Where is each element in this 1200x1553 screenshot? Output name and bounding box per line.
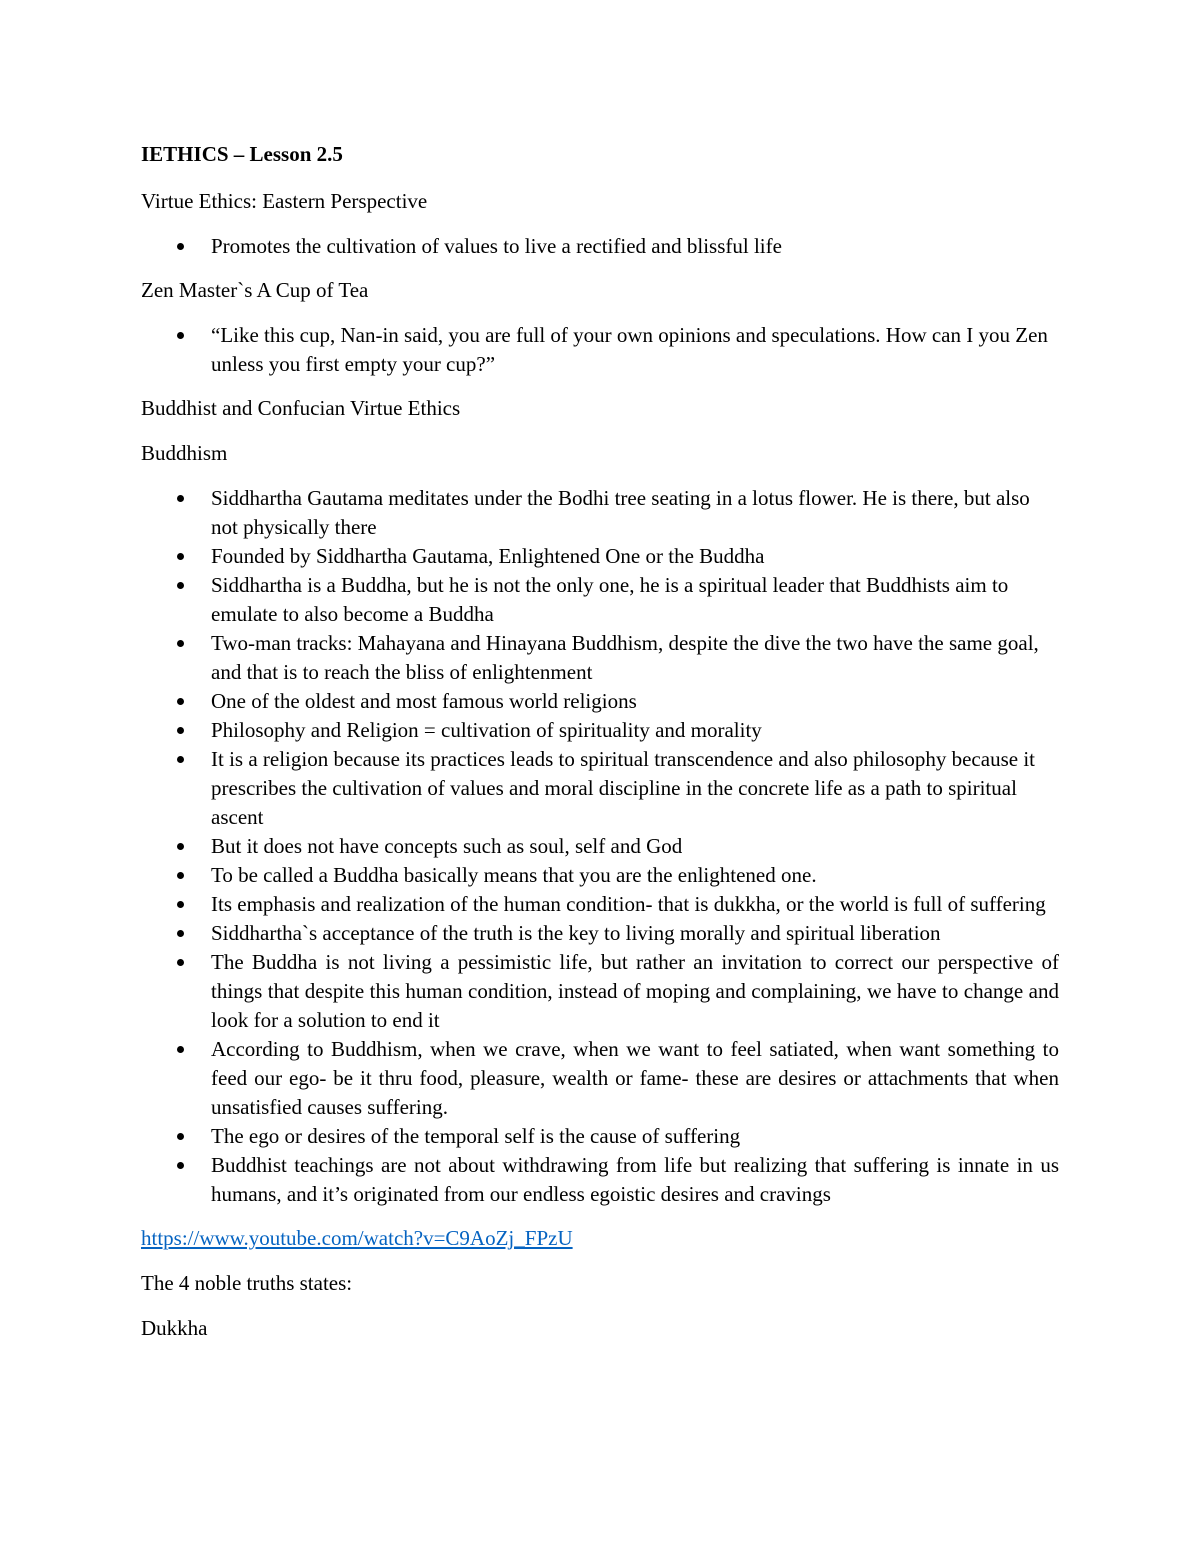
list-item: Buddhist teachings are not about withdrawing from life but realizing that suffering is innate in us humans, and it’s originated from our endless egoistic desires and cravings [141, 1151, 1059, 1209]
bullet-icon [177, 1133, 184, 1140]
list-item: But it does not have concepts such as soul, self and God [141, 832, 1059, 861]
zen-bullet-list [141, 321, 1059, 379]
heading-dukkha: Dukkha [141, 1316, 208, 1340]
youtube-link-line [141, 1224, 1059, 1253]
list-item: The Buddha is not living a pessimistic life, but rather an invitation to correct our perspective of things that despite this human condition, instead of moping and complaining, we have to change and look for a solution to end it [141, 948, 1059, 1035]
bullet-icon [177, 872, 184, 879]
list-item: Philosophy and Religion = cultivation of spirituality and morality [141, 716, 1059, 745]
list-item: Siddhartha`s acceptance of the truth is the key to living morally and spiritual liberation [141, 919, 1059, 948]
list-item: Siddhartha is a Buddha, but he is not the only one, he is a spiritual leader that Buddhists aim to emulate to also become a Buddha [141, 571, 1059, 629]
document-title: IETHICS – Lesson 2.5 [141, 142, 343, 166]
list-item: The ego or desires of the temporal self is the cause of suffering [141, 1122, 1059, 1151]
list-item: Its emphasis and realization of the human condition- that is dukkha, or the world is full of suffering [141, 890, 1059, 919]
buddhism-bullet-list [141, 484, 1059, 1209]
bullet-icon [177, 756, 184, 763]
list-item: Siddhartha Gautama meditates under the Bodhi tree seating in a lotus flower. He is there, but also not physically there [141, 484, 1059, 542]
heading-zen-master: Zen Master`s A Cup of Tea [141, 278, 369, 302]
heading-buddhism: Buddhism [141, 441, 228, 465]
bullet-icon [177, 332, 184, 339]
bullet-icon [177, 698, 184, 705]
heading-virtue-ethics: Virtue Ethics: Eastern Perspective [141, 189, 428, 213]
list-item: Promotes the cultivation of values to live a rectified and blissful life [141, 232, 1059, 261]
bullet-icon [177, 243, 184, 250]
bullet-icon [177, 901, 184, 908]
list-item: One of the oldest and most famous world religions [141, 687, 1059, 716]
document-page [141, 140, 1059, 1359]
bullet-icon [177, 495, 184, 502]
bullet-icon [177, 1046, 184, 1053]
list-item: Founded by Siddhartha Gautama, Enlightened One or the Buddha [141, 542, 1059, 571]
youtube-link[interactable]: https://www.youtube.com/watch?v=C9AoZj_FPzU [141, 1226, 573, 1250]
bullet-icon [177, 843, 184, 850]
list-item: To be called a Buddha basically means that you are the enlightened one. [141, 861, 1059, 890]
noble-truths-intro: The 4 noble truths states: [141, 1271, 353, 1295]
bullet-icon [177, 640, 184, 647]
list-item: It is a religion because its practices leads to spiritual transcendence and also philosophy because it prescribes the cultivation of values and moral discipline in the concrete life as a path to spiritual ascent [141, 745, 1059, 832]
bullet-icon [177, 553, 184, 560]
bullet-icon [177, 1162, 184, 1169]
bullet-icon [177, 930, 184, 937]
list-item: “Like this cup, Nan-in said, you are full of your own opinions and speculations. How can I you Zen unless you first empty your cup?” [141, 321, 1059, 379]
bullet-icon [177, 959, 184, 966]
list-item: Two-man tracks: Mahayana and Hinayana Buddhism, despite the dive the two have the same goal, and that is to reach the bliss of enlightenment [141, 629, 1059, 687]
bullet-icon [177, 582, 184, 589]
bullet-icon [177, 727, 184, 734]
virtue-bullet-list [141, 232, 1059, 261]
heading-buddhist-confucian: Buddhist and Confucian Virtue Ethics [141, 396, 461, 420]
list-item: According to Buddhism, when we crave, when we want to feel satiated, when want something to feed our ego- be it thru food, pleasure, wealth or fame- these are desires or attachments that when unsatisfied causes suffering. [141, 1035, 1059, 1122]
